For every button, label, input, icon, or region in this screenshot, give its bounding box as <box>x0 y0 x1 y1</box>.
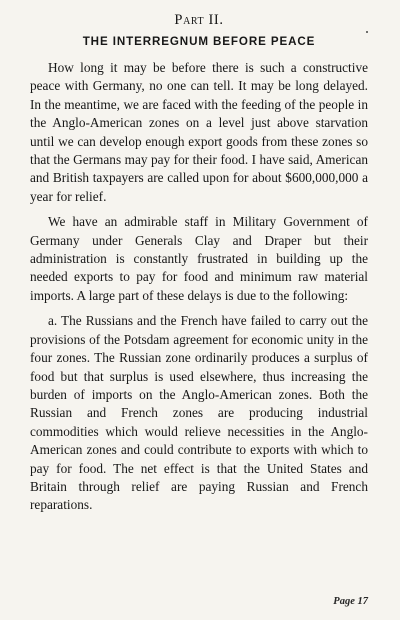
paragraph-3: a. The Russians and the French have failed to carry out the provisions of the Potsdam agreement for economic unity in the four zones. The Russian zone ordinarily produces a surplus of food but that surplus is used elsewhere, thus increasing the burden of imports on the Anglo-American zones. Both the Russian and French zones are producing industrial commodities which would relieve necessities in the Anglo-American zones and could contribute to exports with which to pay for food. The net effect is that the United States and Britain through relief are paying Russian and French reparations. <box>30 313 368 513</box>
part-heading: Part II. <box>174 12 224 28</box>
paragraph-2: We have an admirable staff in Military Government of Germany under Generals Clay and Draper but their administration is constantly frustrated in building up the needed exports to pay for food and minimum raw material imports. A large part of these delays is due to the following: <box>30 214 368 303</box>
paragraph-1: How long it may be before there is such a constructive peace with Germany, no one can tell. It may be long delayed. In the meantime, we are faced with the feeding of the people in the Anglo-American zones on a level just above starvation until we can develop enough export goods from these zones so that the Germans may pay for their food. I have said, American and British taxpayers are called upon for about $600,000,000 a year for relief. <box>30 60 368 204</box>
chapter-title: THE INTERREGNUM BEFORE PEACE <box>82 35 316 48</box>
print-speck <box>366 31 368 33</box>
page-number: Page 17 <box>333 596 368 607</box>
